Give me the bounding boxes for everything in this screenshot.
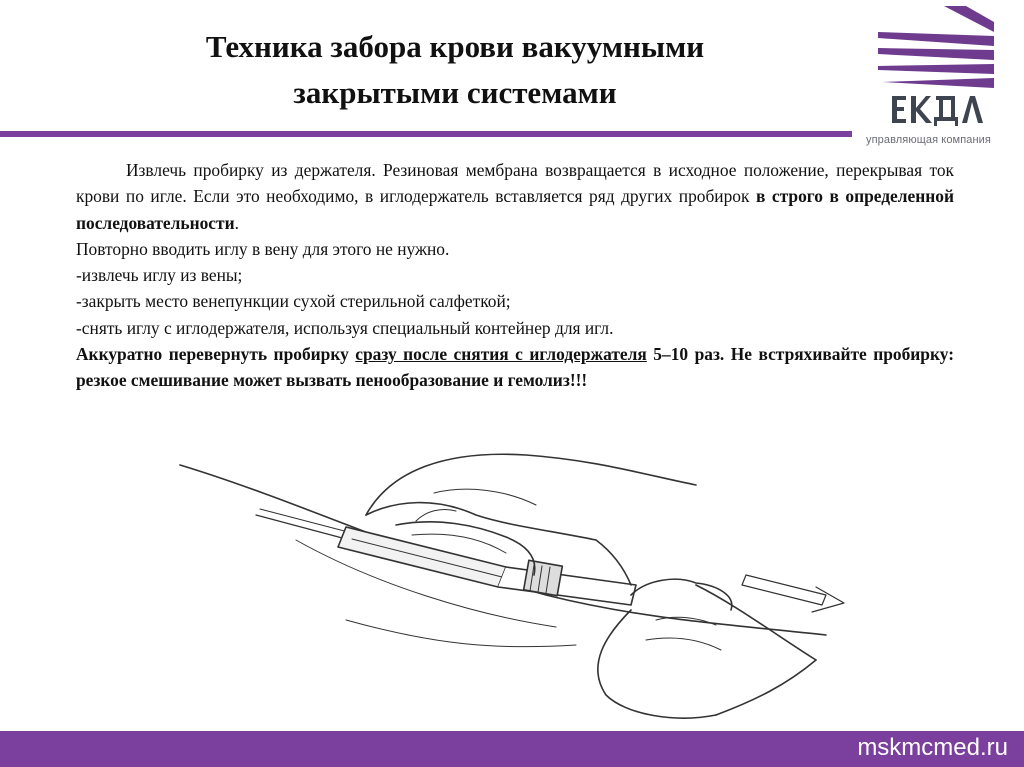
- step-item: -закрыть место венепункции сухой стерильной салфеткой;: [76, 291, 511, 312]
- paragraph-no-reinsert: Повторно вводить иглу в вену для этого не нужно.: [76, 238, 450, 259]
- footer-site-label: mskmcmed.ru: [857, 734, 1008, 761]
- paragraph-remove-tube-end: .: [234, 212, 239, 233]
- blood-draw-illustration: [176, 445, 876, 730]
- step-item: -извлечь иглу из вены;: [76, 265, 243, 286]
- logo-tagline: управляющая компания: [866, 134, 991, 146]
- step-item: -снять иглу с иглодержателя, используя специальный контейнер для игл.: [76, 317, 614, 338]
- title-line-2: закрытыми системами: [293, 75, 617, 110]
- page-title: [60, 24, 850, 116]
- company-logo: [866, 2, 1006, 150]
- warning-part-1: Аккуратно перевернуть пробирку: [76, 344, 356, 365]
- paragraph-remove-tube: [76, 157, 954, 236]
- warning-part-2: 5–10 раз. Не встряхивайте пробирку: резкое смешивание может вызвать пенообразование и гемолиз!!!: [76, 344, 955, 391]
- paragraph-remove-tube-text: Извлечь пробирку из держателя. Резиновая мембрана возвращается в исходное положение, перекрывая ток крови по игле. Если это необходимо, в иглодержатель вставляется ряд других пробирок: [76, 160, 954, 207]
- title-line-1: Техника забора крови вакуумными: [205, 29, 705, 64]
- title-underline-rule: [0, 131, 852, 137]
- warning-paragraph: [76, 341, 954, 394]
- footer-bar: [0, 731, 1024, 767]
- instruction-text: [76, 157, 954, 394]
- warning-underlined: сразу после снятия с иглодержателя: [355, 344, 647, 365]
- logo-mark: [866, 2, 1006, 132]
- sequence-emphasis: в строго в определенной последовательности: [76, 186, 954, 233]
